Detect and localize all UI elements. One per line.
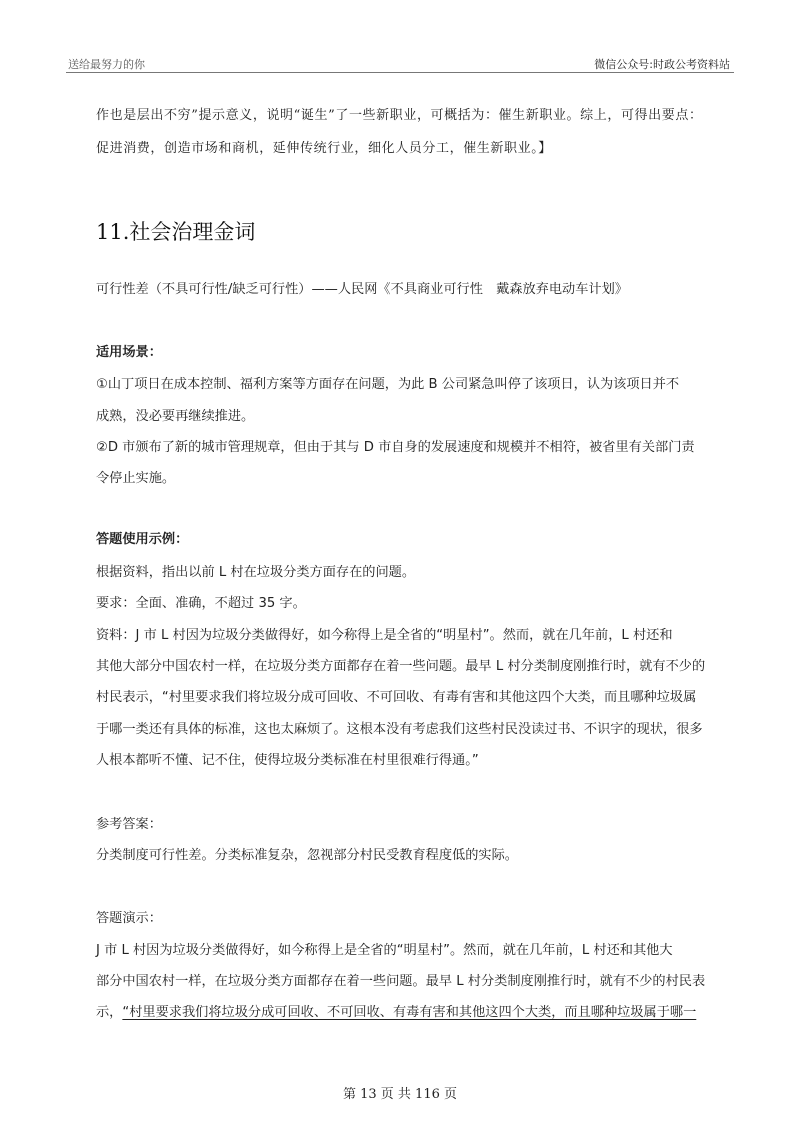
- header-divider: [66, 72, 734, 73]
- answer-text: 分类制度可行性差。分类标准复杂，忽视部分村民受教育程度低的实际。: [96, 848, 518, 863]
- example-label: 答题使用示例：: [96, 532, 189, 547]
- scene-1-line-2: 成熟，没必要再继续推进。: [96, 409, 255, 424]
- scene-1-line-1: ①山丁项日在成本控制、福利方案等方面存在问题，为此 B 公司紧急叫停了该项日，认为该项日并不: [96, 377, 680, 392]
- header-wechat-account: 微信公众号:时政公考资料站: [594, 58, 730, 71]
- demo-line-3-prefix: 示，: [96, 1005, 123, 1020]
- material-line-1: 资料：J 市 L 村因为垃圾分类做得好，如今称得上是全省的“明星村”。然而，就在几年前，L 村还和: [96, 628, 673, 643]
- scene-2-line-1: ②D 市颁布了新的城市管理规章，但由于其与 D 市自身的发展速度和规模并不相符，被省里有关部门责: [96, 440, 695, 455]
- page-number: 第 13 页 共 116 页: [342, 1087, 458, 1102]
- demo-line-3: [96, 1001, 696, 1020]
- scenes-label: 适用场景：: [96, 345, 162, 360]
- material-line-3: 村民表示，“村里要求我们将垃圾分成可回收、不可回收、有毒有害和其他这四个大类，而且哪种垃圾属: [96, 690, 697, 705]
- prev-paragraph-line-1: 作也是层出不穷”提示意义，说明“诞生”了一些新职业，可概括为：催生新职业。综上，可得出要点：: [96, 108, 703, 123]
- demo-line-3-underlined: “村里要求我们将垃圾分成可回收、不可回收、有毒有害和其他这四个大类，而且哪种垃圾属于哪一: [122, 1005, 697, 1020]
- header-slogan: 送给最努力的你: [68, 58, 145, 71]
- answer-label: 参考答案：: [96, 817, 162, 832]
- material-line-4: 于哪一类还有具体的标准，这也太麻烦了。这根本没有考虑我们这些村民没读过书、不识字的现状，很多: [96, 722, 703, 737]
- example-question: 根据资料，指出以前 L 村在垃圾分类方面存在的问题。: [96, 565, 416, 580]
- material-line-5: 人根本都听不懂、记不住，使得垃圾分类标准在村里很难行得通。”: [96, 753, 479, 768]
- demo-line-1: J 市 L 村因为垃圾分类做得好，如今称得上是全省的“明星村”。然而，就在几年前，L 村还和其他大: [96, 943, 673, 958]
- demo-line-2: 部分中国农村一样，在垃圾分类方面都存在着一些问题。最早 L 村分类制度刚推行时，就有不少的村民表: [96, 974, 706, 989]
- keyword-source-line: 可行性差（不具可行性/缺乏可行性）——人民网《不具商业可行性 戴森放弃电动车计划》: [96, 282, 628, 297]
- section-title: 11.社会治理金词: [96, 220, 256, 244]
- prev-paragraph-line-2: 促进消费，创造市场和商机，延伸传统行业，细化人员分工，催生新职业。】: [96, 141, 552, 156]
- scene-2-line-2: 令停止实施。: [96, 471, 176, 486]
- example-requirement: 要求：全面、准确，不超过 35 字。: [96, 596, 306, 611]
- demo-label: 答题演示：: [96, 911, 162, 926]
- material-line-2: 其他大部分中国农村一样，在垃圾分类方面都存在着一些问题。最早 L 村分类制度刚推行时，就有不少的: [96, 659, 706, 674]
